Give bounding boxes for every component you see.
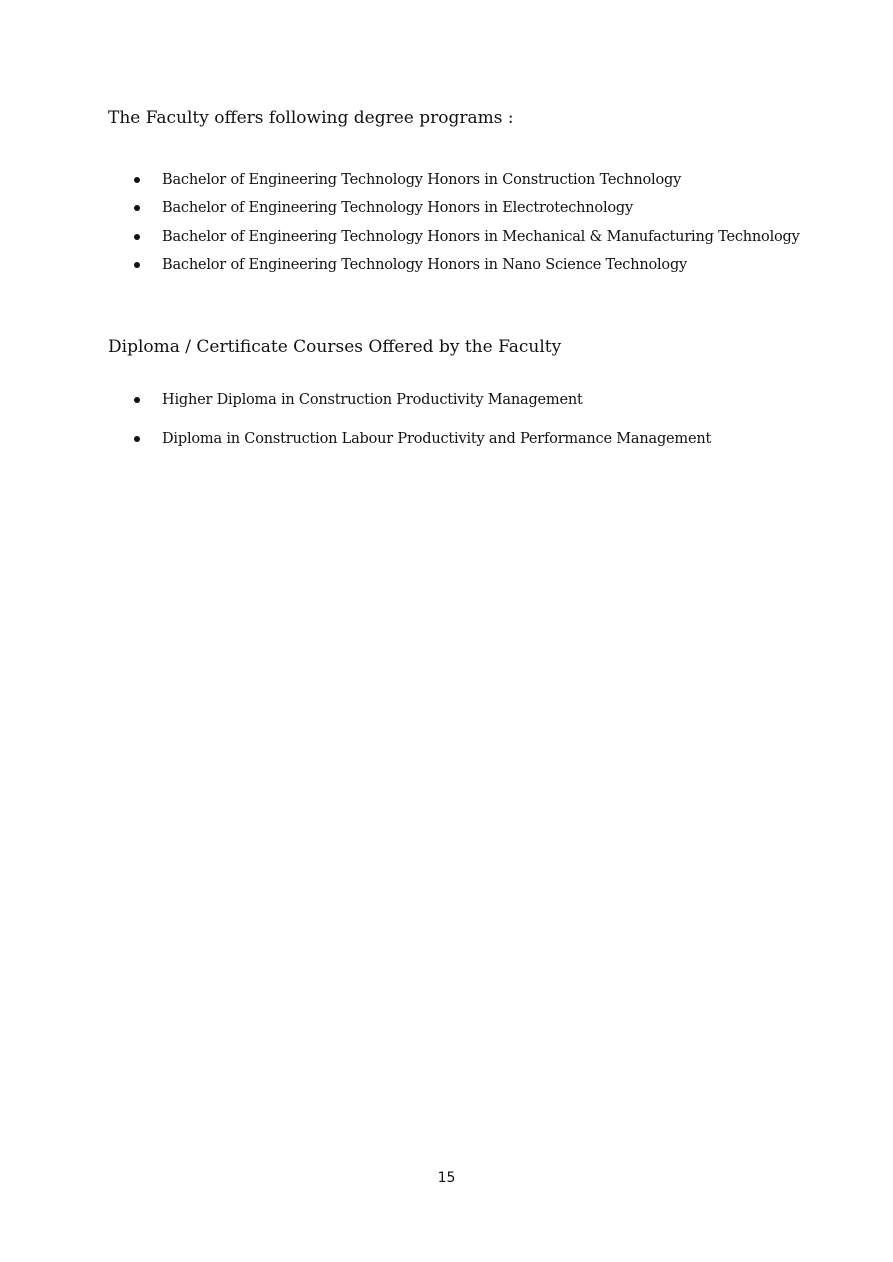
bullet-icon <box>134 262 140 268</box>
degree-programs-heading: The Faculty offers following degree programs : <box>108 108 514 128</box>
bullet-icon <box>134 205 140 211</box>
page-number: 15 <box>437 1170 456 1186</box>
degree-program-text: Bachelor of Engineering Technology Honors in Mechanical & Manufacturing Technology <box>162 229 800 245</box>
bullet-icon <box>134 397 140 403</box>
degree-program-text: Bachelor of Engineering Technology Honors in Construction Technology <box>162 172 682 188</box>
diploma-course-text: Diploma in Construction Labour Productivity and Performance Management <box>162 431 712 447</box>
bullet-icon <box>134 177 140 183</box>
diploma-courses-heading: Diploma / Certificate Courses Offered by the Faculty <box>108 337 562 357</box>
diploma-course-text: Higher Diploma in Construction Productivity Management <box>162 392 583 408</box>
bullet-icon <box>134 436 140 442</box>
degree-program-text: Bachelor of Engineering Technology Honors in Electrotechnology <box>162 200 633 216</box>
degree-program-text: Bachelor of Engineering Technology Honors in Nano Science Technology <box>162 257 688 273</box>
bullet-icon <box>134 234 140 240</box>
